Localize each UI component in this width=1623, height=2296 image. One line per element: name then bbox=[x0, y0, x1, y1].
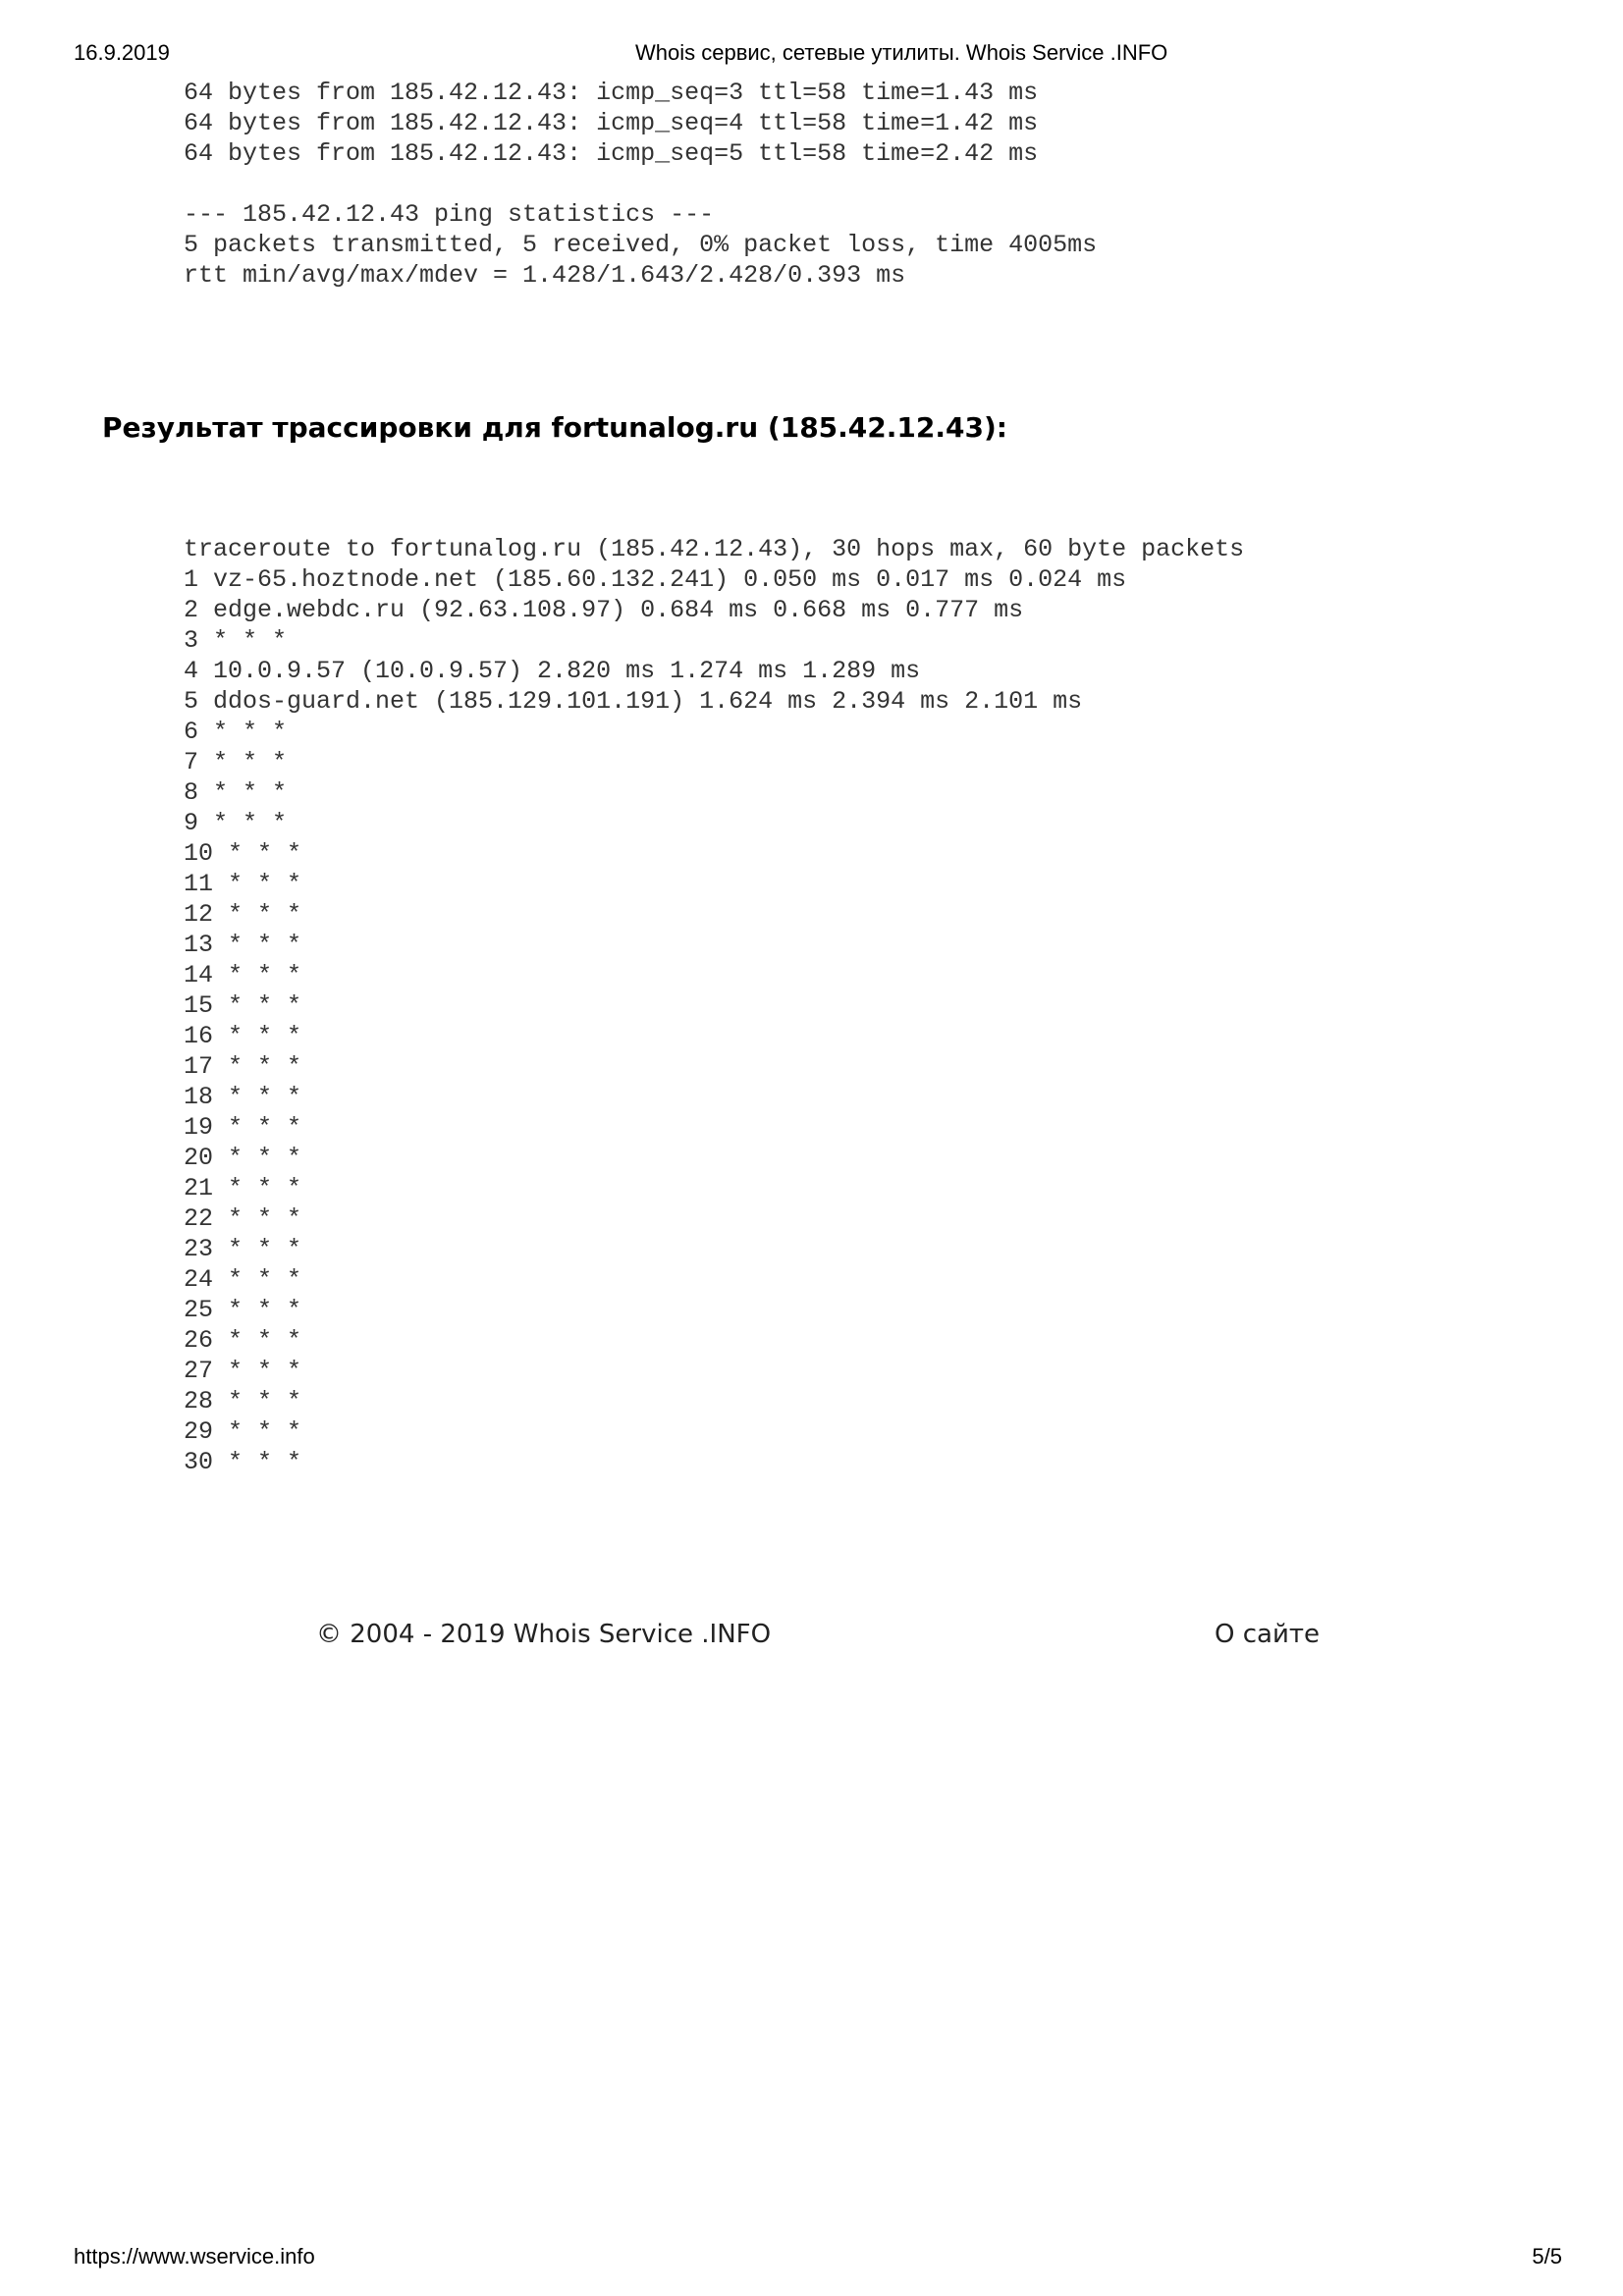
hop-line: 18 * * * bbox=[184, 1083, 302, 1111]
ping-output bbox=[184, 78, 1097, 291]
footer-copyright: © 2004 - 2019 Whois Service .INFO bbox=[316, 1620, 772, 1649]
hop-line: 13 * * * bbox=[184, 931, 302, 959]
hop-line: 6 * * * bbox=[184, 718, 288, 746]
hop-line: 29 * * * bbox=[184, 1417, 302, 1446]
hop-line: 8 * * * bbox=[184, 778, 288, 807]
print-header-title: Whois сервис, сетевые утилиты. Whois Service .INFO bbox=[635, 40, 1168, 65]
ping-line: 64 bytes from 185.42.12.43: icmp_seq=5 ttl=58 time=2.42 ms bbox=[184, 139, 1039, 168]
hop-line: 7 * * * bbox=[184, 748, 288, 776]
hop-line: 26 * * * bbox=[184, 1326, 302, 1355]
traceroute-heading: Результат трассировки для fortunalog.ru (185.42.12.43): bbox=[102, 411, 1007, 444]
hop-line: 23 * * * bbox=[184, 1235, 302, 1263]
hop-line: 2 edge.webdc.ru (92.63.108.97) 0.684 ms 0.668 ms 0.777 ms bbox=[184, 596, 1024, 624]
hop-line: 9 * * * bbox=[184, 809, 288, 837]
print-footer-url: https://www.wservice.info bbox=[74, 2244, 315, 2269]
hop-line: 15 * * * bbox=[184, 991, 302, 1020]
print-footer-page-number: 5/5 bbox=[1532, 2244, 1562, 2269]
hop-line: 22 * * * bbox=[184, 1204, 302, 1233]
traceroute-output bbox=[184, 534, 1244, 1477]
print-header-date: 16.9.2019 bbox=[74, 40, 170, 65]
hop-line: 14 * * * bbox=[184, 961, 302, 989]
about-site-link[interactable]: О сайте bbox=[1215, 1620, 1320, 1649]
ping-line: 64 bytes from 185.42.12.43: icmp_seq=3 ttl=58 time=1.43 ms bbox=[184, 79, 1039, 107]
hop-line: 16 * * * bbox=[184, 1022, 302, 1050]
hop-line: 1 vz-65.hoztnode.net (185.60.132.241) 0.050 ms 0.017 ms 0.024 ms bbox=[184, 565, 1127, 594]
ping-stats-line: --- 185.42.12.43 ping statistics --- bbox=[184, 200, 715, 229]
hop-line: 24 * * * bbox=[184, 1265, 302, 1294]
ping-line: 64 bytes from 185.42.12.43: icmp_seq=4 ttl=58 time=1.42 ms bbox=[184, 109, 1039, 137]
hop-line: 5 ddos-guard.net (185.129.101.191) 1.624 ms 2.394 ms 2.101 ms bbox=[184, 687, 1083, 716]
hop-line: 30 * * * bbox=[184, 1448, 302, 1476]
hop-line: 25 * * * bbox=[184, 1296, 302, 1324]
hop-line: 21 * * * bbox=[184, 1174, 302, 1202]
hop-line: 17 * * * bbox=[184, 1052, 302, 1081]
hop-line: 20 * * * bbox=[184, 1144, 302, 1172]
hop-line: 10 * * * bbox=[184, 839, 302, 868]
hop-line: 27 * * * bbox=[184, 1357, 302, 1385]
ping-stats-line: 5 packets transmitted, 5 received, 0% packet loss, time 4005ms bbox=[184, 231, 1098, 259]
hop-line: 4 10.0.9.57 (10.0.9.57) 2.820 ms 1.274 ms 1.289 ms bbox=[184, 657, 921, 685]
hop-line: 19 * * * bbox=[184, 1113, 302, 1142]
traceroute-header-line: traceroute to fortunalog.ru (185.42.12.43), 30 hops max, 60 byte packets bbox=[184, 535, 1245, 563]
hop-line: 3 * * * bbox=[184, 626, 288, 655]
hop-line: 28 * * * bbox=[184, 1387, 302, 1415]
hop-line: 11 * * * bbox=[184, 870, 302, 898]
ping-stats-line: rtt min/avg/max/mdev = 1.428/1.643/2.428/0.393 ms bbox=[184, 261, 906, 290]
hop-line: 12 * * * bbox=[184, 900, 302, 929]
